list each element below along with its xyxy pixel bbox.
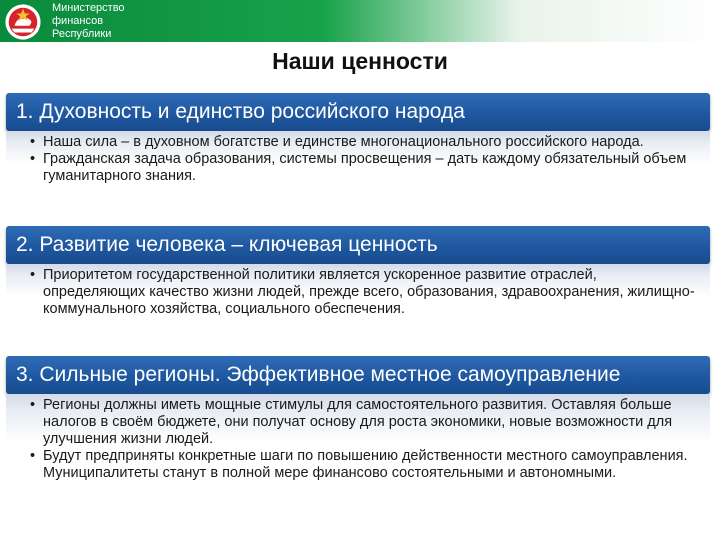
ministry-name: Министерство финансов Республики (52, 2, 125, 40)
bullet-item: • Приоритетом государственной политики является ускоренное развитие отраслей, определяющих качество жизни людей, прежде всего, образования, здравоохранения, жилищно-коммунального хозяйства, социального обеспечения. (30, 267, 702, 318)
header-band (0, 0, 720, 42)
bullet-item: • Гражданская задача образования, системы просвещения – дать каждому обязательный объем гуманитарного знания. (30, 151, 702, 185)
bullet-item: • Регионы должны иметь мощные стимулы для самостоятельного развития. Оставляя больше налогов в своём бюджете, они получат основу для роста экономики, новые возможности для улучшения жизни людей. (30, 397, 702, 448)
tatarstan-coat-of-arms-icon (4, 3, 42, 41)
section-body-spirituality (6, 131, 710, 226)
section-heading-human-development: 2. Развитие человека – ключевая ценность (6, 226, 710, 264)
bullet-item: • Будут предприняты конкретные шаги по повышению действенности местного самоуправления. Муниципалитеты станут в полной мере финансово состоятельными и автономными. (30, 448, 702, 482)
section-body-strong-regions (6, 394, 710, 534)
section-heading-strong-regions: 3. Сильные регионы. Эффективное местное самоуправление (6, 356, 710, 394)
slide-title: Наши ценности (272, 48, 448, 74)
section-body-human-development (6, 264, 710, 356)
bullet-item: • Наша сила – в духовном богатстве и единстве многонационального российского народа. (30, 134, 702, 151)
section-heading-spirituality: 1. Духовность и единство российского народа (6, 93, 710, 131)
